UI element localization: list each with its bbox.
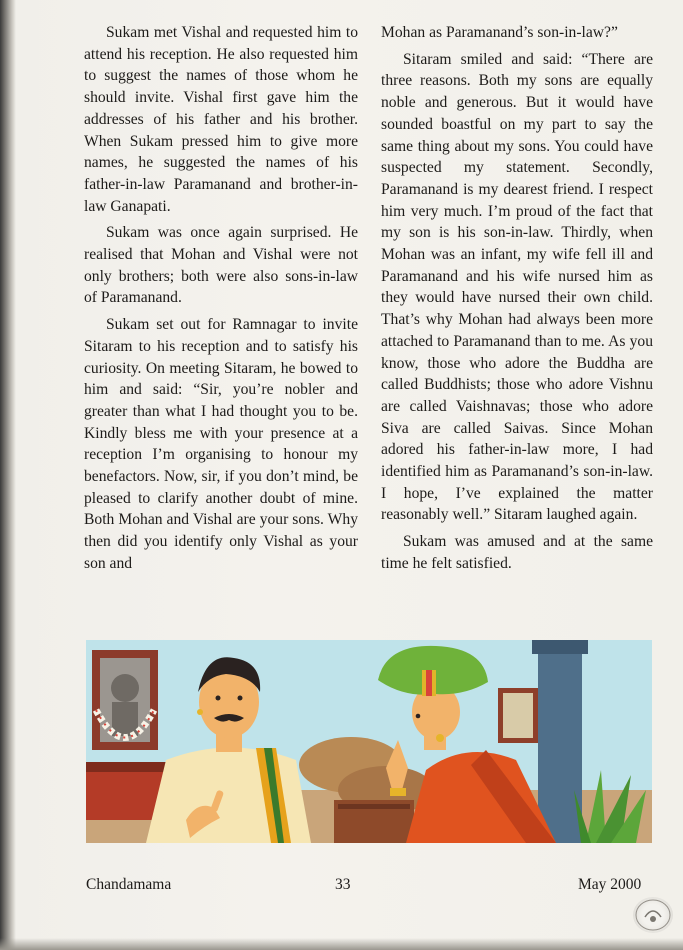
magazine-name: Chandamama [86,876,172,893]
issue-date: May 2000 [578,876,642,893]
portrait-frame [92,650,158,750]
paragraph: Sukam was once again surprised. He realised that Mohan and Vishal were not only brothers; both were also sons-in-law of Paramanand. [84,224,358,307]
left-text-column [84,22,358,580]
right-text-column [381,22,653,580]
paragraph: Sukam met Vishal and requested him to attend his reception. He also requested him to suggest the names of those whom he should invite. Vishal first gave him the addresses of his father and his brother. When Sukam pressed him to give more names, he suggested the names of his father-in-law Paramanand and brother-in-law Ganapati. [84,24,358,215]
paragraph: Sitaram smiled and said: “There are three reasons. Both my sons are equally noble and generous. But it would have sounded boastful on my part to say the same thing about my sons. You could have suspected my statement. Secondly, Paramanand is my dearest friend. I respect him very much. I’m proud of the fact that my son is his son-in-law. Thirdly, when Mohan was an infant, my wife fell ill and Paramanand and his wife nursed him as they would have nursed their own child. That’s why Mohan had always been more attached to Paramanand than to me. As you know, those who adore the Buddha are called Buddhists; those who adore Vishnu are called Vaishnavas; those who adore Siva are called Saivas. Since Mohan adored his father-in-law more, I had identified him as Paramanand’s son-in-law. I hope, I’ve explained the matter reasonably well.” Sitaram laughed again. [381,50,653,524]
illustration-drawing [86,640,652,843]
library-stamp-icon [633,897,673,933]
page-bottom-edge [0,938,683,950]
page-number: 33 [335,876,351,893]
paragraph: Sukam set out for Ramnagar to invite Sitaram to his reception and to satisfy his curiosity. On meeting Sitaram, he bowed to him and said: “Sir, you’re nobler and greater than what I had thought you to be. Kindly bless me with your presence at a reception I’m organising to honour my benefactors. Now, sir, if you don’t mind, be pleased to clarify another doubt of mine. Both Mohan and Vishal are your sons. Why then did you identify only Vishal as your son and [84,316,358,572]
page-binding-edge [0,0,16,950]
paragraph: Sukam was amused and at the same time he felt satisfied. [381,533,653,572]
paragraph: Mohan as Paramanand’s son-in-law?” [381,24,618,41]
story-illustration [86,640,652,843]
